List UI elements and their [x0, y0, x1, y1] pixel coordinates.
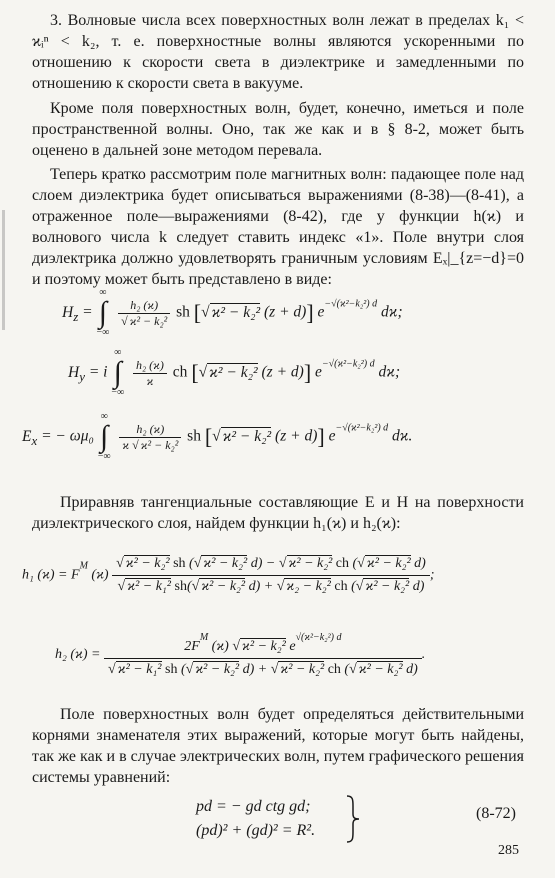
paragraph-5: Поле поверхностных волн будет определяться действительными корнями знаменателя этих выражений, которые могут быть найдены, так же как и в случае электрических волн, путем графического решения системы уравнений: — [32, 706, 524, 786]
ex-lhs: $E_x$ — [22, 427, 38, 448]
paragraph-2: Кроме поля поверхностных волн, будет, конечно, иметься и поле пространственной волны. Оно, так же как и в § 8-2, может быть оценено в дальней зоне методом перевала. — [32, 100, 524, 159]
system-line-2: (pd)² + (gd)² = R². — [196, 822, 316, 839]
equation-hy: $H_y = i$ ∞ ∫ −∞ $\frac{\text{h₂ (ϰ)}}{ϰ}$ ch [√ ϰ² − k₂² (z + d)] $e^{-√(ϰ^2-k_2^2) d}$ dϰ; — [68, 347, 401, 398]
paragraph-1: 3. Волновые числа всех поверхностных волн лежат в пределах k₁ < ϰᵢⁿ < k₂, т. е. поверхностные волны являются ускоренными по отношению к скорости света в диэлектрике и замедленными по отношению к скорости света в вакууме. — [32, 12, 524, 92]
hz-lhs: $H_z$ — [62, 303, 79, 324]
equation-h1: h₁ $(ϰ) = F^M$ (ϰ) $\frac{\text{√ ϰ² − k₂² sh (√ ϰ² − k₂² d) − √ ϰ² − k₂² ch (√ ϰ² − k₂² d)}}{\text{√ ϰ² − k₁² sh(√ ϰ² − k₂² d) + √ ϰ₂ − k₂² ch (√ ϰ² − k₂² d)}}$ ; — [22, 556, 435, 594]
paragraph-4: Приравняв тангенциальные составляющие E и H на поверхности диэлектрического слоя, найдем функции h₁(ϰ) и h₂(ϰ): — [32, 494, 524, 532]
equation-h2: h₂ (ϰ) = $\frac{2F^M (ϰ) √ ϰ^2 - k_2^2 e^{√(ϰ^2-k_2^2) d}}{\text{√ ϰ² − k₁² sh (√ ϰ² − k₂² d) + √ ϰ² − k₂² ch (√ ϰ² − k₂² d)}}$ . — [55, 632, 426, 677]
page-number: 285 — [498, 843, 519, 858]
equation-number: (8-72) — [476, 805, 516, 822]
system-line-1: pd = − gd ctg gd; — [196, 798, 311, 815]
hy-lhs: $H_y$ — [68, 363, 85, 384]
margin-scan-mark — [2, 210, 5, 330]
right-brace-icon — [345, 794, 361, 844]
equation-ex: $E_x$ = − ωμ₀ ∞ ∫ −∞ $\frac{\text{h₂ (ϰ)}}{\text{ϰ √ ϰ² − k₂²}}$ sh [√ ϰ² − k₂² (z + d)] $e^{-√(ϰ^2-k_2^2) d}$ dϰ. — [22, 411, 413, 462]
equation-hz: $H_z$ = ∞ ∫ −∞ $\frac{\text{h₂ (ϰ)}}{\text{√ ϰ² − k₂²}}$ sh [√ ϰ² − k₂² (z + d)] $e^{-√(ϰ^2-k_2^2) d}$ dϰ; — [62, 287, 403, 338]
paragraph-3: Теперь кратко рассмотрим поле магнитных волн: падающее поле над слоем диэлектрика будет описываться выражениями (8-38)—(8-41), а отраженное поле—выражениями (8-42), где у функции h(ϰ) и волнового числа k следует ставить индекс «1». Поле внутри слоя диэлектрика должно удовлетворять граничным условиям Eₓ|_{z=−d}=0 и поэтому может быть представлено в виде: — [32, 166, 524, 288]
